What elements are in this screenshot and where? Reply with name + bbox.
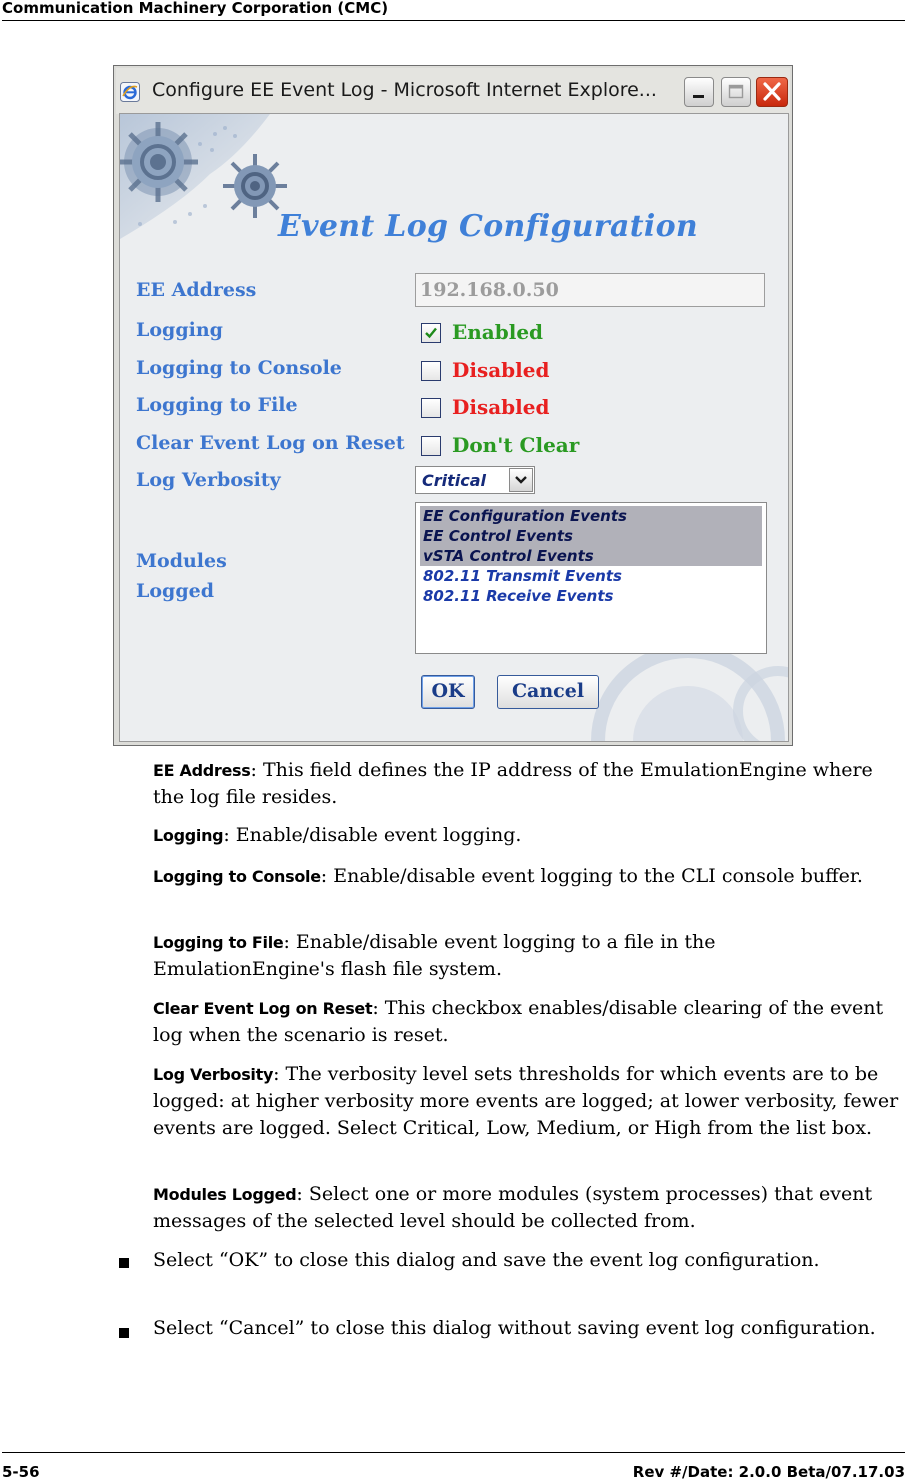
clear-on-reset-label: Clear Event Log on Reset xyxy=(136,432,405,454)
ee-address-label: EE Address xyxy=(136,279,257,301)
chevron-down-icon xyxy=(514,475,528,485)
minimize-button[interactable] xyxy=(684,77,714,107)
description-text: : This field defines the IP address of the EmulationEngine where the log file resides. xyxy=(153,759,873,808)
close-icon xyxy=(757,78,787,106)
description-term: Clear Event Log on Reset xyxy=(153,999,373,1018)
log-verbosity-select[interactable] xyxy=(415,466,535,494)
log-verbosity-value: Critical xyxy=(422,471,487,490)
clear-on-reset-checkbox[interactable] xyxy=(421,436,441,456)
module-option[interactable]: vSTA Control Events xyxy=(420,546,762,566)
description-term: Logging xyxy=(153,826,224,845)
description-text: : Enable/disable event logging to the CLI console buffer. xyxy=(320,865,863,887)
bullet-ok: Select “OK” to close this dialog and save the event log configuration. xyxy=(153,1249,820,1271)
description-modules-logged xyxy=(153,1181,903,1235)
module-option[interactable]: EE Control Events xyxy=(420,526,762,546)
description-term: Logging to File xyxy=(153,933,284,952)
logging-label: Logging xyxy=(136,319,223,341)
window-title: Configure EE Event Log - Microsoft Internet Explore... xyxy=(152,79,657,101)
logging-checkbox[interactable] xyxy=(421,323,441,343)
checkmark-icon xyxy=(423,325,439,341)
cancel-button[interactable]: Cancel xyxy=(497,675,599,709)
module-option[interactable]: 802.11 Receive Events xyxy=(423,587,614,605)
clear-on-reset-state: Don't Clear xyxy=(452,433,580,457)
description-logging-console xyxy=(153,863,903,890)
description-text: : Enable/disable event logging. xyxy=(223,824,522,846)
log-verbosity-dropdown-button[interactable] xyxy=(509,468,533,492)
bullet-icon xyxy=(119,1328,129,1338)
internet-explorer-icon xyxy=(120,82,140,102)
maximize-icon xyxy=(722,78,750,106)
page-number: 5-56 xyxy=(2,1463,40,1481)
page-footer xyxy=(2,1452,905,1481)
modules-label-line1: Modules xyxy=(136,550,227,572)
window-titlebar xyxy=(116,68,790,114)
ok-button[interactable]: OK xyxy=(421,675,475,709)
description-term: Modules Logged xyxy=(153,1185,297,1204)
logging-file-label: Logging to File xyxy=(136,394,298,416)
logging-console-label: Logging to Console xyxy=(136,357,342,379)
description-text: : The verbosity level sets thresholds for which events are to be logged: at higher verbosity more events are logged; at lower verbosity, fewer events are logged. Select Critical, Low, Medium, or High from the list box. xyxy=(153,1063,899,1139)
ie-dialog-window xyxy=(113,65,793,746)
module-option[interactable]: EE Configuration Events xyxy=(420,506,762,526)
description-text: : Select one or more modules (system processes) that event messages of the selected level should be collected from. xyxy=(153,1183,873,1232)
description-text: : This checkbox enables/disable clearing of the event log when the scenario is reset. xyxy=(153,997,884,1046)
dialog-heading: Event Log Configuration xyxy=(278,209,699,244)
description-term: EE Address xyxy=(153,761,251,780)
ee-address-input[interactable]: 192.168.0.50 xyxy=(415,273,765,307)
revision-info: Rev #/Date: 2.0.0 Beta/07.17.03 xyxy=(632,1463,905,1481)
logging-file-state: Disabled xyxy=(452,395,550,419)
modules-label-line2: Logged xyxy=(136,580,214,602)
log-verbosity-label: Log Verbosity xyxy=(136,469,281,491)
description-text: : Enable/disable event logging to a file in the EmulationEngine's flash file system. xyxy=(153,931,716,980)
bullet-cancel: Select “Cancel” to close this dialog without saving event log configuration. xyxy=(153,1317,876,1339)
header-title: Communication Machinery Corporation (CMC) xyxy=(2,0,389,17)
description-ee-address xyxy=(153,757,903,811)
dialog-content xyxy=(119,113,789,742)
logging-state: Enabled xyxy=(452,320,544,344)
description-term: Logging to Console xyxy=(153,867,321,886)
page-header xyxy=(2,0,905,21)
logging-console-checkbox[interactable] xyxy=(421,361,441,381)
module-option[interactable]: 802.11 Transmit Events xyxy=(423,567,622,585)
logging-file-checkbox[interactable] xyxy=(421,398,441,418)
maximize-button[interactable] xyxy=(721,77,751,107)
description-logging-file xyxy=(153,929,903,983)
description-clear-on-reset xyxy=(153,995,903,1049)
bullet-icon xyxy=(119,1258,129,1268)
modules-listbox[interactable] xyxy=(415,502,767,654)
description-log-verbosity xyxy=(153,1061,903,1142)
minimize-icon xyxy=(685,78,713,106)
close-button[interactable] xyxy=(756,77,788,107)
description-logging xyxy=(153,822,903,849)
description-term: Log Verbosity xyxy=(153,1065,274,1084)
logging-console-state: Disabled xyxy=(452,358,550,382)
